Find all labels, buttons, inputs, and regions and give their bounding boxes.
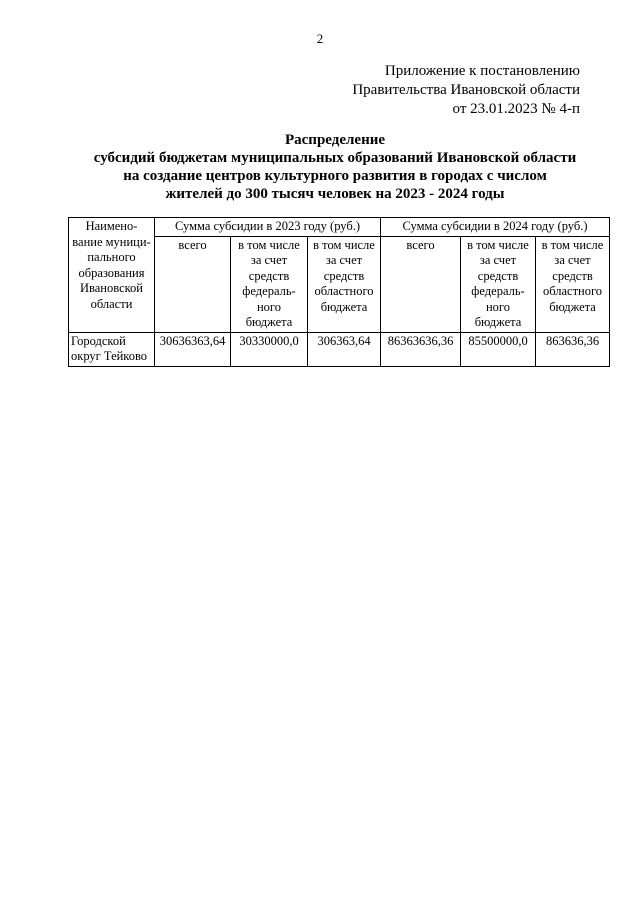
cell-regional-2023: 306363,64 (308, 332, 381, 366)
cell-federal-2023: 30330000,0 (231, 332, 308, 366)
cell-municipality-name: Городской округ Тейково (69, 332, 155, 366)
title-line: субсидий бюджетам муниципальных образований Ивановской области (93, 150, 577, 166)
title-line: на создание центров культурного развития в городах с числом (123, 168, 547, 184)
page-number: 2 (316, 31, 324, 46)
header-year-2024: Сумма субсидии в 2024 году (руб.) (381, 218, 610, 237)
appendix-block (352, 62, 580, 119)
cell-federal-2024: 85500000,0 (461, 332, 536, 366)
title-line: Распределение (284, 132, 386, 148)
subheader-total-2023: всего (155, 236, 231, 332)
header-municipality: Наимено-вание муници-пального образования Ивановской области (69, 218, 155, 333)
cell-total-2023: 30636363,64 (155, 332, 231, 366)
table-header-row (69, 218, 610, 237)
subheader-federal-2024: в том числе за счет средств федераль-ного бюджета (461, 236, 536, 332)
title-line: жителей до 300 тысяч человек на 2023 - 2024 годы (165, 186, 505, 202)
cell-regional-2024: 863636,36 (536, 332, 610, 366)
appendix-line: Правительства Ивановской области (352, 82, 580, 98)
subheader-regional-2023: в том числе за счет средств областного бюджета (308, 236, 381, 332)
subheader-total-2024: всего (381, 236, 461, 332)
table-row (69, 332, 610, 366)
appendix-line: от 23.01.2023 № 4-п (452, 101, 580, 117)
document-title (60, 131, 610, 203)
subheader-federal-2023: в том числе за счет средств федераль-ного бюджета (231, 236, 308, 332)
subheader-regional-2024: в том числе за счет средств областного бюджета (536, 236, 610, 332)
header-year-2023: Сумма субсидии в 2023 году (руб.) (155, 218, 381, 237)
cell-total-2024: 86363636,36 (381, 332, 461, 366)
appendix-line: Приложение к постановлению (384, 63, 580, 79)
subsidy-table (68, 217, 610, 367)
